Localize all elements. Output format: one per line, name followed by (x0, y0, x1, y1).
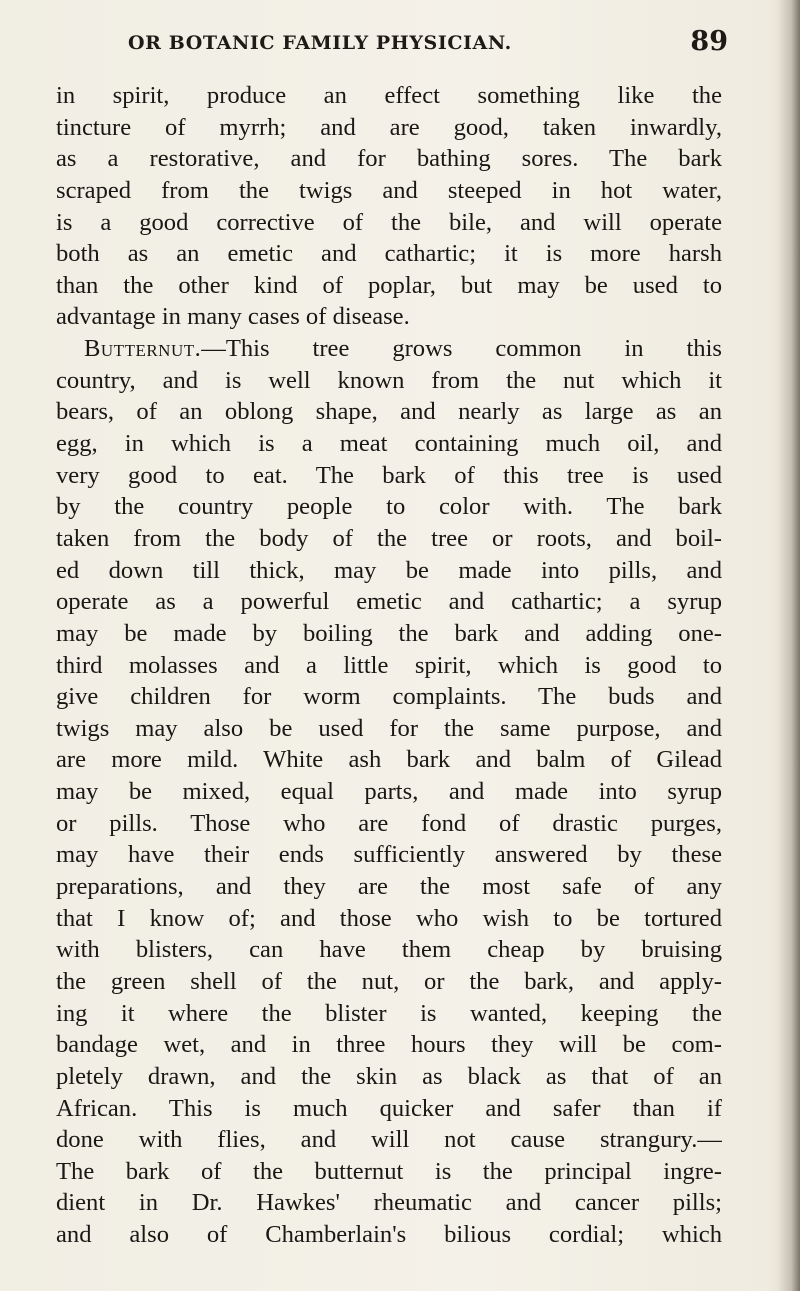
page-number: 89 (690, 26, 728, 57)
text-line: ed down till thick, may be made into pills, and (56, 556, 722, 584)
page-edge-shadow (778, 0, 800, 1291)
paragraph-butternut (56, 333, 722, 1251)
text-line: advantage in many cases of disease. (56, 303, 410, 331)
text-line: are more mild. White ash bark and balm of Gilead (56, 746, 722, 774)
text-line: in spirit, produce an effect something like the (56, 82, 722, 109)
text-line: give children for worm complaints. The buds and (56, 683, 722, 711)
text-line: very good to eat. The bark of this tree is used (56, 461, 722, 489)
paragraph-poplar-continued (56, 80, 722, 333)
text-line: may be mixed, equal parts, and made into syrup (56, 778, 722, 806)
text-run: —This tree grows common in this (201, 335, 722, 363)
text-line: than the other kind of poplar, but may be used to (56, 271, 722, 299)
text-line: taken from the body of the tree or roots, and boil- (56, 524, 722, 552)
text-line: the green shell of the nut, or the bark, and apply- (56, 967, 722, 995)
text-line: is a good corrective of the bile, and will operate (56, 208, 722, 236)
text-line: pletely drawn, and the skin as black as that of an (56, 1062, 722, 1090)
text-line: operate as a powerful emetic and cathartic; a syrup (56, 588, 722, 616)
text-line: tincture of myrrh; and are good, taken inwardly, (56, 113, 722, 141)
text-line: both as an emetic and cathartic; it is more harsh (56, 240, 722, 268)
text-line: bears, of an oblong shape, and nearly as large as an (56, 398, 722, 426)
text-line: done with flies, and will not cause strangury.— (56, 1126, 722, 1154)
text-line: by the country people to color with. The bark (56, 493, 722, 521)
text-line: bandage wet, and in three hours they will be com- (56, 1031, 722, 1059)
text-line: third molasses and a little spirit, which is good to (56, 651, 722, 679)
text-line: dient in Dr. Hawkes' rheumatic and cancer pills; (56, 1189, 722, 1217)
text-line: The bark of the butternut is the principal ingre- (56, 1157, 722, 1185)
text-line: that I know of; and those who wish to be tortured (56, 904, 722, 932)
text-line: or pills. Those who are fond of drastic purges, (56, 809, 722, 837)
text-line: egg, in which is a meat containing much oil, and (56, 430, 722, 458)
text-line: country, and is well known from the nut which it (56, 366, 722, 394)
section-heading-butternut: Butternut. (84, 335, 202, 363)
text-line (56, 333, 722, 365)
text-line: and also of Chamberlain's bilious cordial; which (56, 1221, 722, 1249)
text-line: twigs may also be used for the same purpose, and (56, 714, 722, 742)
text-line: may be made by boiling the bark and adding one- (56, 619, 722, 647)
running-head: OR BOTANIC FAMILY PHYSICIAN. (128, 32, 512, 54)
text-line: preparations, and they are the most safe of any (56, 873, 722, 901)
page-header (106, 26, 736, 66)
text-line: as a restorative, and for bathing sores. The bark (56, 145, 722, 173)
text-line: with blisters, can have them cheap by bruising (56, 936, 722, 964)
text-line: ing it where the blister is wanted, keeping the (56, 999, 722, 1027)
text-line: may have their ends sufficiently answered by these (56, 841, 722, 869)
body-text (56, 80, 722, 1251)
text-line: African. This is much quicker and safer than if (56, 1094, 722, 1122)
text-line: scraped from the twigs and steeped in hot water, (56, 176, 722, 204)
